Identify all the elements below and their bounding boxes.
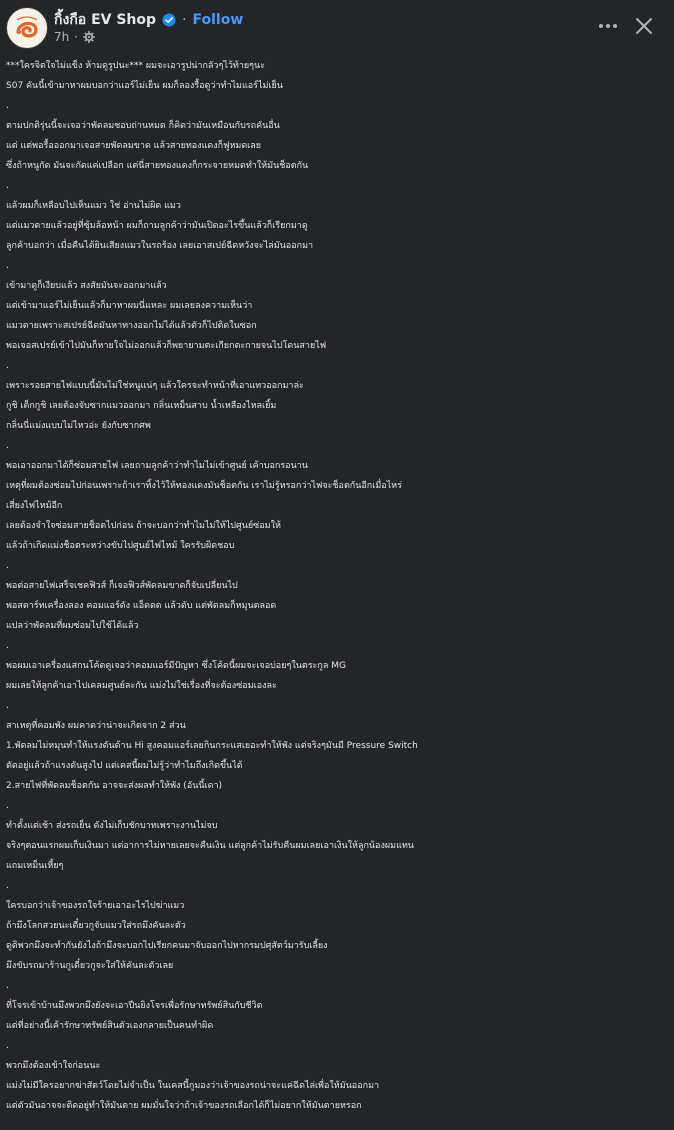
post-text-line: แล้วผมก็เหลือบไปเห็นแมว ใช่ อ่านไม่ผิด แมว <box>6 201 181 211</box>
post-text-line: ตัดอยู่แล้วถ้าแรงดันสูงไป แต่เคสนี้ผมไม่รู้ว่าทำไมถึงเกิดขึ้นได้ <box>6 761 243 771</box>
post-text-line: แต่ที่อย่างนี้เค้ารักษาทรัพย์สินตัวเองกลายเป็นคนทำผิด <box>6 1021 214 1031</box>
post-text-line: เพราะรอยสายไฟแบบนี้มันไม่ใช่หนูแน่ๆ แล้วใครจะทำหน้าที่เอาแทวออกมาล่ะ <box>6 381 304 391</box>
post-text-line: ซึ่งถ้าหนูกัด มันจะกัดแค่เปลือก แต่นี่สายทองแดงก็กระจายหมดทำให้มันช็อตกัน <box>6 161 309 171</box>
more-horizontal-icon[interactable] <box>597 16 619 36</box>
post-text-line: กลิ่นนี่แม่งแบบไม่ไหวอ่ะ ยังกับซากศพ <box>6 421 151 431</box>
post-text-line: สาเหตุที่คอมพัง ผมคาดว่าน่าจะเกิดจาก 2 ส่วน <box>6 721 186 731</box>
post-text-line: . <box>6 101 9 111</box>
page-logo-icon <box>7 8 47 48</box>
post-text-line: ดูดิพวกมึงจะทำกันยังไงถ้ามึงจะบอกไปเรียกคนมาจับออกไปหากรมปศุสัตว์มารับเลี้ยง <box>6 941 328 951</box>
post-text-line: แล้วถ้าเกิดแม่งช็อตระหว่างขับไปศูนย์ไฟไหม้ ใครรับผิดชอบ <box>6 541 235 551</box>
separator-dot: · <box>182 12 187 28</box>
post-text-line: แปลว่าพัดลมที่ผมซ่อมไปใช้ได้แล้ว <box>6 621 139 631</box>
page-name[interactable]: กิ้งกือ EV Shop <box>54 12 157 28</box>
page-avatar[interactable] <box>6 7 48 49</box>
post-text-line: แต่ แต่พอรื้อออกมาเจอสายพัดลมขาด แล้วสายทองแดงก็ฟูหมดเลย <box>6 141 262 151</box>
post-title-row <box>54 9 243 31</box>
post-text-line: กูชิ เด็กกูชิ เลยต้องจับซากแมวออกมา กลิ่นเหม็นสาบ น้ำเหลืองไหลเยิ้ม <box>6 401 277 411</box>
follow-button[interactable]: Follow <box>192 12 244 28</box>
post-text-line: . <box>6 641 9 651</box>
post-header <box>0 0 674 52</box>
gear-icon[interactable] <box>83 31 95 43</box>
post-text-line: แต่ตัวมันอาจจะติดอยู่ทำให้มันตาย ผมมั่นใจว่าถ้าเจ้าของรถเลือกได้ก็ไม่อยากให้มันตายหรอก <box>6 1101 362 1111</box>
close-icon[interactable] <box>633 15 655 37</box>
post-text-line: เลยต้องจำใจซ่อมสายช็อตไปก่อน ถ้าจะบอกว่าทำไมไม่ให้ไปศูนย์ซ่อมให้ <box>6 521 281 531</box>
post-text-line: . <box>6 801 9 811</box>
post-text-line: แม่งไม่มีใครอยากฆ่าสัตว์โดยไม่จำเป็น ในเคสนี้กูมองว่าเจ้าของรถน่าจะแค่ฉีดไล่เพื่อให้มันออกมา <box>6 1081 380 1091</box>
post-text-line: ลูกค้าบอกว่า เมื่อคืนได้ยินเสียงแมวในรถร้อง เลยเอาสเปย์ฉีดหวังจะไล่มันออกมา <box>6 241 314 251</box>
post-text-line: เข้ามาดูก็เงียบแล้ว สงสัยมันจะออกมาแล้ว <box>6 281 167 291</box>
post-text-line: จริงๆตอนแรกผมเก็บเงินมา แต่อาการไม่หายเลยจะคืนเงิน แต่ลูกค้าไม่รับคืนผมเลยเอาเงินให้ลูกน้องผมแทน <box>6 841 414 851</box>
post-text-line: ใครบอกว่าเจ้าของรถใจร้ายเอาอะไรไปฆ่าแมว <box>6 901 185 911</box>
post-text-line: . <box>6 1041 9 1051</box>
post-text-line: แถมเหม็นเหี้ยๆ <box>6 861 64 871</box>
post-text-line: ถ้ามึงโลกสวยนะเดี๋ยวกูจับแมวใส่รถมึงคันละตัว <box>6 921 186 931</box>
post-text-line: . <box>6 981 9 991</box>
post-text-line: S07 คันนี้เข้ามาหาผมบอกว่าแอร์ไม่เย็น ผมก็ลองรื้อดูว่าทำไมแอร์ไม่เย็น <box>6 81 283 91</box>
post-text-line: มึงขับรถมาร้านกูเดี๋ยวกูจะใส่ให้คันละตัวเลย <box>6 961 174 971</box>
post-text-line: แต่เข้ามาแอร์ไม่เย็นแล้วก็มาหาผมนี่แหละ ผมเลยลงความเห็นว่า <box>6 301 253 311</box>
post-text-line: . <box>6 361 9 371</box>
post-text-line: แต่แมวตายแล้วอยู่ที่ซุ้มล้อหน้า ผมก็ถามลูกค้าว่ามันเปิดอะไรขึ้นแล้วก็เรียกมาดู <box>6 221 308 231</box>
post-text-line: 1.พัดลมไม่หมุนทำให้แรงดันด้าน Hi สูงคอมแอร์เลยกินกระแสเยอะทำให้พัง แต่จริงๆมันมี Pressure Switch <box>6 741 418 751</box>
meta-separator: · <box>74 30 79 44</box>
post-text-line: พอสตาร์ทเครื่องลอง คอมแอร์ดัง แอ็ดดด แล้วดับ แต่พัดลมก็หมุนตลอด <box>6 601 277 611</box>
post-body <box>6 56 670 1116</box>
post-meta <box>54 30 95 44</box>
post-text-line: . <box>6 181 9 191</box>
post-text-line: . <box>6 441 9 451</box>
post-text-line: พอเอาออกมาได้ก็ซ่อมสายไฟ เลยถามลูกค้าว่าทำไมไม่เข้าศูนย์ เค้าบอกรอนาน <box>6 461 308 471</box>
post-text-line: ทำตั้งแต่เช้า ส่งรถเย็น ดังไม่เก็บชักบาทเพราะงานไม่จบ <box>6 821 218 831</box>
post-text-line: พอเจอสเปรย์เข้าไปมันก็หายใจไม่ออกแล้วก็พยายามตะเกียกตะกายจนไปโดนสายไฟ <box>6 341 327 351</box>
post-text-line: แมวตายเพราะสเปรย์ฉีดมันหาทางออกไม่ได้แล้วตัวก็ไปติดในซอก <box>6 321 257 331</box>
post-text-line: ที่โจรเข้าบ้านมึงพวกมึงยังจะเอาปืนยิงโจรเพื่อรักษาทรัพย์สินกับชีวิต <box>6 1001 263 1011</box>
post-text-line: . <box>6 261 9 271</box>
post-timestamp[interactable]: 7h <box>54 30 70 44</box>
post-text-line: 2.สายไฟที่พัดลมช็อตกัน อาจจะส่งผลทำให้พัง (อันนี้เดา) <box>6 781 223 791</box>
post-text-line: เสี่ยงไฟไหม้อีก <box>6 501 63 511</box>
post-text-line: พอต่อสายไฟเสร็จเชคฟิวส์ ก็เจอฟิวส์พัดลมขาดก็จับเปลี่ยนไป <box>6 581 238 591</box>
verified-badge-icon <box>162 13 176 27</box>
post-text-line: . <box>6 881 9 891</box>
post-text-line: ***ใครจิตใจไม่แข็ง ห้ามดูรูปนะ*** ผมจะเอารูปน่ากลัวๆไว้ท้ายๆนะ <box>6 61 265 71</box>
post-text-line: พอผมเอาเครื่องแสกนโค้ดดูเจอว่าคอมแอร์มีปัญหา ซึ่งโค้ดนี้ผมจะเจอบ่อยๆในตระกูล MG <box>6 661 346 671</box>
post-text-line: . <box>6 561 9 571</box>
post-text-line: พวกมึงต้องเข้าใจก่อนนะ <box>6 1061 101 1071</box>
post-text-line: เหตุที่ผมต้องซ่อมไปก่อนเพราะถ้าเราทิ้งไว้ให้ทองแดงมันช็อตกัน เราไม่รู้หรอกว่าไฟจะช็อตกันอีกเมื่อไหร่ <box>6 481 402 491</box>
post-text-line: ตามปกติรุ่นนี้จะเจอว่าพัดลมชอบถ่านหมด ก็คิดว่ามันเหมือนกับรถคันอื่น <box>6 121 280 131</box>
post-text-line: ผมเลยให้ลูกค้าเอาไปเคลมศูนย์ละกัน แม่งไม่ใช่เรื่องที่จะต้องซ่อมเองละ <box>6 681 277 691</box>
post-text-line: . <box>6 701 9 711</box>
